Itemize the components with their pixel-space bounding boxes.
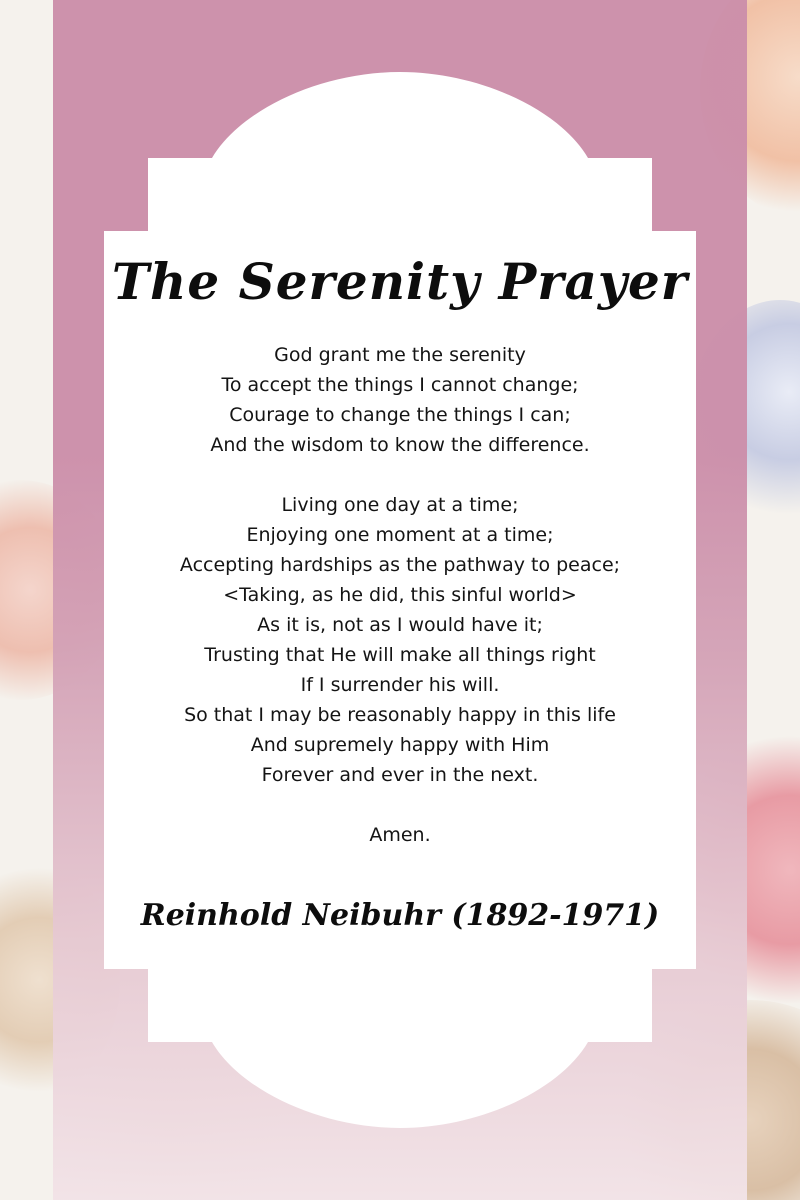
verse-line: If I surrender his will.	[300, 674, 500, 696]
stanza-2	[105, 490, 695, 790]
verse-line: And supremely happy with Him	[250, 734, 550, 756]
verse-line: God grant me the serenity	[274, 344, 526, 366]
prayer-verses	[105, 340, 695, 850]
verse-line: So that I may be reasonably happy in this life	[184, 704, 616, 726]
verse-line: Forever and ever in the next.	[261, 764, 539, 786]
amen-line: Amen.	[369, 824, 431, 846]
prayer-title: The Serenity Prayer	[111, 252, 689, 311]
verse-line: Living one day at a time;	[281, 494, 519, 516]
verse-line: To accept the things I cannot change;	[221, 374, 579, 396]
stanza-1	[105, 340, 695, 460]
verse-line: As it is, not as I would have it;	[257, 614, 543, 636]
verse-line: <Taking, as he did, this sinful world>	[223, 584, 577, 606]
verse-line: Trusting that He will make all things right	[204, 644, 596, 666]
verse-line: Courage to change the things I can;	[229, 404, 571, 426]
verse-line: Accepting hardships as the pathway to peace;	[179, 554, 621, 576]
prayer-card	[105, 230, 695, 970]
verse-line: Enjoying one moment at a time;	[246, 524, 554, 546]
author-signature: Reinhold Neibuhr (1892-1971)	[140, 898, 660, 933]
verse-line: And the wisdom to know the difference.	[210, 434, 590, 456]
